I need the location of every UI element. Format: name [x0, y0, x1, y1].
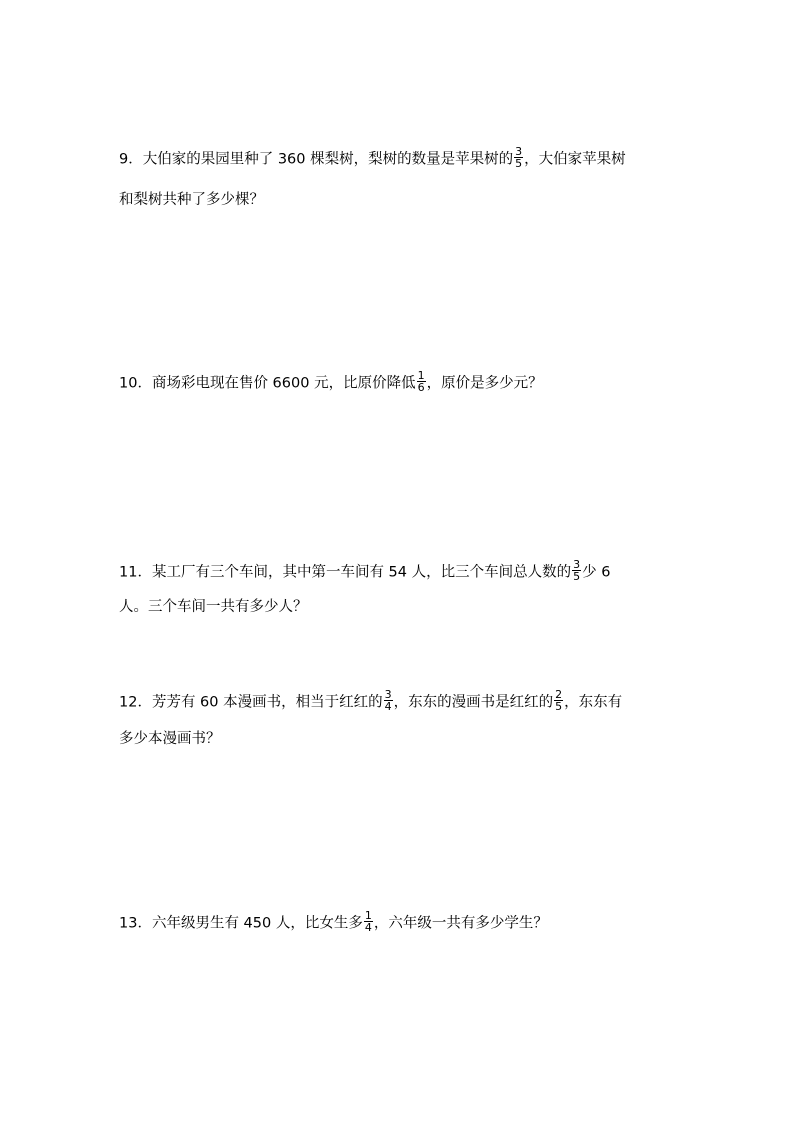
fraction-denominator: 5 [555, 700, 563, 713]
fraction [514, 146, 523, 169]
question-10-line-1 [119, 369, 543, 395]
fraction [384, 689, 393, 712]
question-text: 13．六年级男生有 450 人，比女生多 [119, 915, 363, 932]
fraction-denominator: 6 [417, 381, 425, 394]
fraction-numerator: 3 [515, 145, 523, 158]
fraction [554, 689, 563, 712]
fraction [364, 910, 373, 933]
fraction-numerator: 1 [417, 369, 425, 382]
question-text: ，大伯家苹果树 [524, 151, 626, 168]
question-text: 12．芳芳有 60 本漫画书，相当于红红的 [119, 694, 383, 711]
question-11-line-1 [119, 558, 611, 584]
question-text: ，东东的漫画书是红红的 [393, 694, 554, 711]
fraction-numerator: 3 [384, 688, 392, 701]
question-13-line-1 [119, 909, 548, 935]
question-9-line-2 [119, 190, 264, 210]
question-text: 10．商场彩电现在售价 6600 元，比原价降低 [119, 375, 416, 392]
fraction-denominator: 4 [364, 921, 372, 934]
fraction-numerator: 1 [364, 909, 372, 922]
question-11-line-2 [119, 597, 308, 617]
fraction-denominator: 5 [515, 157, 523, 170]
question-text: 少 6 [582, 564, 611, 581]
fraction-numerator: 2 [555, 688, 563, 701]
question-text: 人。三个车间一共有多少人？ [119, 599, 308, 615]
question-text: 9．大伯家的果园里种了 360 棵梨树，梨树的数量是苹果树的 [119, 151, 514, 168]
question-12-line-1 [119, 688, 623, 714]
question-9-line-1 [119, 145, 626, 171]
question-text: ，原价是多少元？ [426, 375, 543, 392]
fraction-denominator: 4 [384, 700, 392, 713]
question-text: ，东东有 [564, 694, 623, 711]
question-12-line-2 [119, 729, 221, 749]
fraction-numerator: 3 [573, 558, 581, 571]
question-text: 和梨树共种了多少棵？ [119, 192, 264, 208]
question-text: 11．某工厂有三个车间，其中第一车间有 54 人，比三个车间总人数的 [119, 564, 572, 581]
question-text: 多少本漫画书？ [119, 731, 221, 747]
fraction-denominator: 5 [573, 570, 581, 583]
fraction [572, 559, 581, 582]
question-text: ，六年级一共有多少学生？ [373, 915, 548, 932]
fraction [417, 370, 426, 393]
